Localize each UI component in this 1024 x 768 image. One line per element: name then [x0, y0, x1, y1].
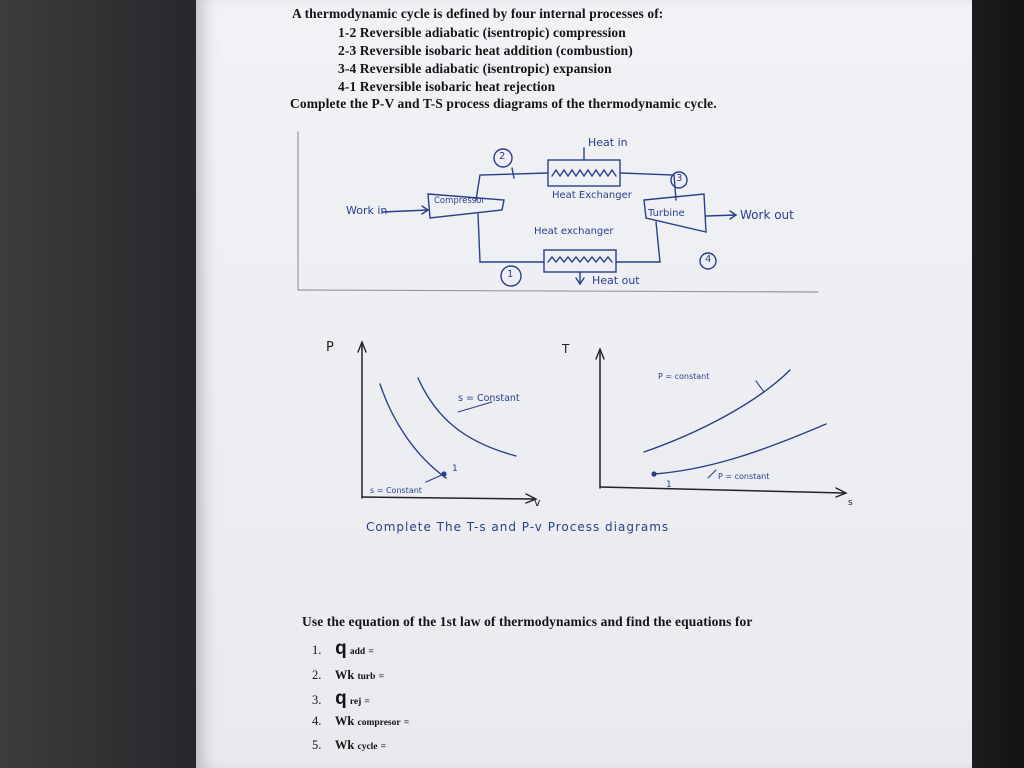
equation-subscript: add: [349, 647, 366, 657]
state-1-label: 1: [507, 269, 514, 280]
pv-point-1: 1: [452, 464, 458, 474]
process-2-3: 2-3 Reversible isobaric heat addition (combustion): [338, 43, 633, 58]
equation-symbol: Wk: [334, 714, 355, 728]
equation-number: 1.: [312, 643, 322, 657]
equation-equals: =: [368, 647, 374, 657]
equation-symbol: Wk: [334, 668, 355, 682]
equation-symbol: q: [335, 638, 347, 659]
equation-equals: =: [378, 672, 384, 682]
work-in-label: Work in: [346, 204, 388, 217]
worksheet-page: [196, 0, 972, 768]
equation-equals: =: [380, 742, 387, 752]
process-3-4: 3-4 Reversible adiabatic (isentropic) expansion: [338, 61, 612, 76]
ts-p-constant-upper: P = constant: [658, 372, 710, 381]
equations-intro: Use the equation of the 1st law of thermodynamics and find the equations for: [302, 614, 753, 629]
heat-exchanger-bottom-label: Heat exchanger: [534, 226, 614, 237]
ts-t-axis-label: T: [562, 342, 570, 356]
equation-subscript: cycle: [357, 742, 378, 752]
state-3-label: 3: [676, 173, 683, 184]
equation-equals: =: [364, 697, 370, 707]
equation-subscript: turb: [357, 672, 376, 682]
equation-number: 3.: [312, 693, 322, 707]
pv-s-constant-upper: s = Constant: [458, 393, 520, 404]
equation-q-rej: [312, 688, 370, 710]
heat-in-label: Heat in: [588, 136, 628, 149]
turbine-label: Turbine: [648, 208, 685, 219]
monitor-bezel-right: [972, 0, 1024, 768]
pv-v-axis-label: v: [534, 496, 541, 509]
equation-number: 5.: [312, 738, 322, 752]
heat-exchanger-top-label: Heat Exchanger: [552, 190, 632, 201]
work-out-label: Work out: [740, 208, 794, 222]
ts-s-axis-label: s: [848, 498, 853, 508]
state-4-label: 4: [705, 254, 712, 265]
equation-symbol: Wk: [334, 738, 355, 752]
equation-symbol: q: [335, 688, 347, 709]
diagram-instruction: Complete The T-s and P-v Process diagrams: [366, 520, 670, 534]
process-1-2: 1-2 Reversible adiabatic (isentropic) compression: [338, 25, 626, 40]
ts-p-constant-lower: P = constant: [718, 472, 770, 481]
compressor-label: Compressor: [434, 196, 485, 206]
equation-number: 4.: [312, 714, 322, 728]
cycle-drawing: [196, 0, 972, 560]
heat-out-label: Heat out: [592, 274, 640, 287]
equation-wk-compresor: [312, 714, 409, 729]
equation-wk-cycle: [312, 738, 386, 753]
process-4-1: 4-1 Reversible isobaric heat rejection: [338, 79, 556, 94]
pv-s-constant-lower: s = Constant: [370, 486, 422, 495]
equation-wk-turb: [312, 668, 384, 683]
equation-subscript: compresor: [357, 718, 401, 728]
task-statement: Complete the P-V and T-S process diagrams of the thermodynamic cycle.: [290, 96, 717, 111]
equation-q-add: [312, 638, 374, 660]
equation-subscript: rej: [349, 697, 362, 707]
equation-number: 2.: [312, 668, 322, 682]
monitor-bezel-left: [0, 0, 200, 768]
pv-p-axis-label: P: [326, 340, 334, 355]
equation-equals: =: [403, 718, 410, 728]
problem-intro: A thermodynamic cycle is defined by four internal processes of:: [292, 6, 664, 21]
ts-point-1: 1: [666, 480, 672, 490]
state-2-label: 2: [499, 151, 506, 162]
